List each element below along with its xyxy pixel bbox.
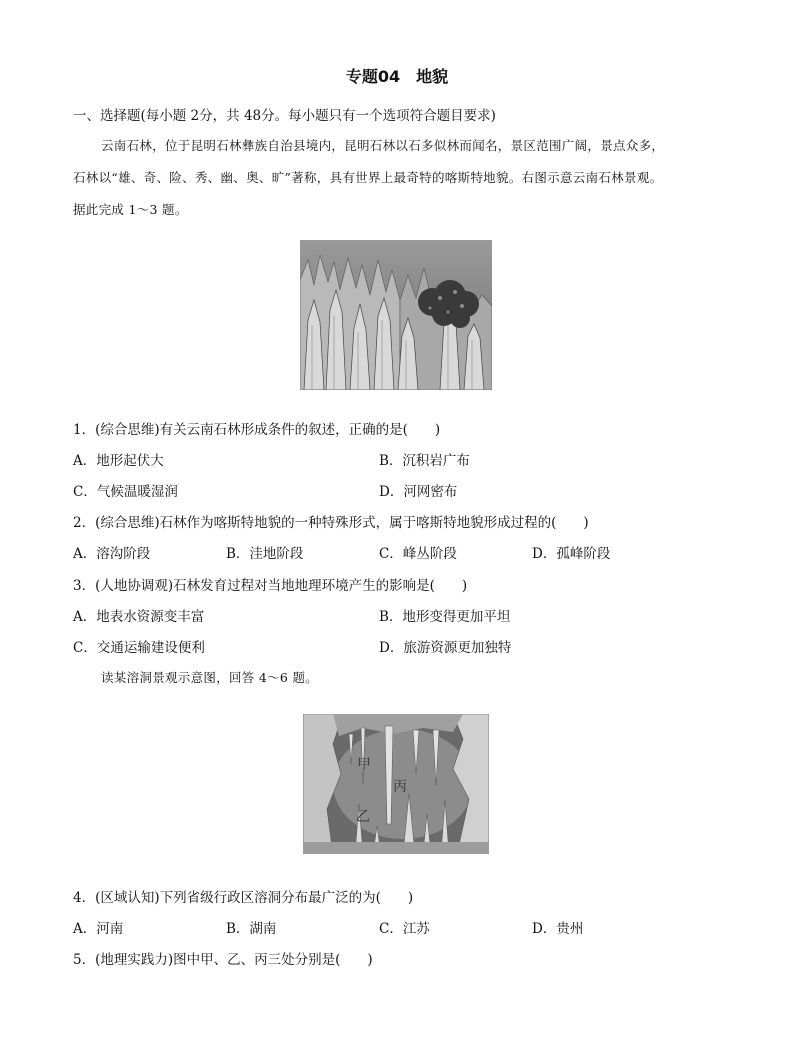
question-4-option-d: D．贵州 <box>532 921 584 937</box>
question-2-option-d: D．孤峰阶段 <box>532 546 611 562</box>
passage2-text: 读某溶洞景观示意图，回答 4～6 题。 <box>101 670 319 685</box>
question-1-option-d: D．河网密布 <box>379 484 458 500</box>
question-3-option-c: C．交通运输建设便利 <box>73 640 205 656</box>
question-2-option-c: C．峰丛阶段 <box>379 546 457 562</box>
question-2-stem: 2．(综合思维)石林作为喀斯特地貌的一种特殊形式，属于喀斯特地貌形成过程的( ) <box>73 515 589 531</box>
section-heading: 一、选择题(每小题 2分，共 48分。每小题只有一个选项符合题目要求) <box>73 108 496 124</box>
question-2-option-b: B．洼地阶段 <box>226 546 304 562</box>
question-1-option-a: A．地形起伏大 <box>73 453 164 469</box>
question-3-stem: 3．(人地协调观)石林发育过程对当地地理环境产生的影响是( ) <box>73 578 468 594</box>
question-1-stem: 1．(综合思维)有关云南石林形成条件的叙述，正确的是( ) <box>73 422 441 438</box>
cave-image <box>303 714 489 854</box>
cave-label-bing: 丙 <box>393 779 407 795</box>
question-3-option-b: B．地形变得更加平坦 <box>379 609 511 625</box>
question-1-option-b: B．沉积岩广布 <box>379 453 470 469</box>
passage1-line2: 石林以“雄、奇、险、秀、幽、奥、旷”著称，具有世界上最奇特的喀斯特地貌。右图示意云南石林景观。 <box>73 170 663 185</box>
question-4-option-b: B．湖南 <box>226 921 277 937</box>
question-4-option-a: A．河南 <box>73 921 124 937</box>
question-3-option-d: D．旅游资源更加独特 <box>379 640 512 656</box>
stone-forest-drawing <box>300 240 492 390</box>
question-1-option-c: C．气候温暖湿润 <box>73 484 178 500</box>
page-title: 专题04 地貌 <box>345 67 449 86</box>
question-4-stem: 4．(区域认知)下列省级行政区溶洞分布最广泛的为( ) <box>73 890 414 906</box>
question-2-option-a: A．溶沟阶段 <box>73 546 151 562</box>
question-3-option-a: A．地表水资源变丰富 <box>73 609 205 625</box>
passage1-line1: 云南石林，位于昆明石林彝族自治县境内，昆明石林以石多似林而闻名，景区范围广阔，景点众多， <box>101 138 665 153</box>
question-5-stem: 5．(地理实践力)图中甲、乙、丙三处分别是( ) <box>73 952 373 968</box>
question-4-option-c: C．江苏 <box>379 921 430 937</box>
stone-forest-image <box>300 240 492 390</box>
cave-label-yi: 乙 <box>356 809 370 825</box>
cave-label-jia: 甲 <box>357 757 371 773</box>
passage1-line3: 据此完成 1～3 题。 <box>73 202 188 217</box>
